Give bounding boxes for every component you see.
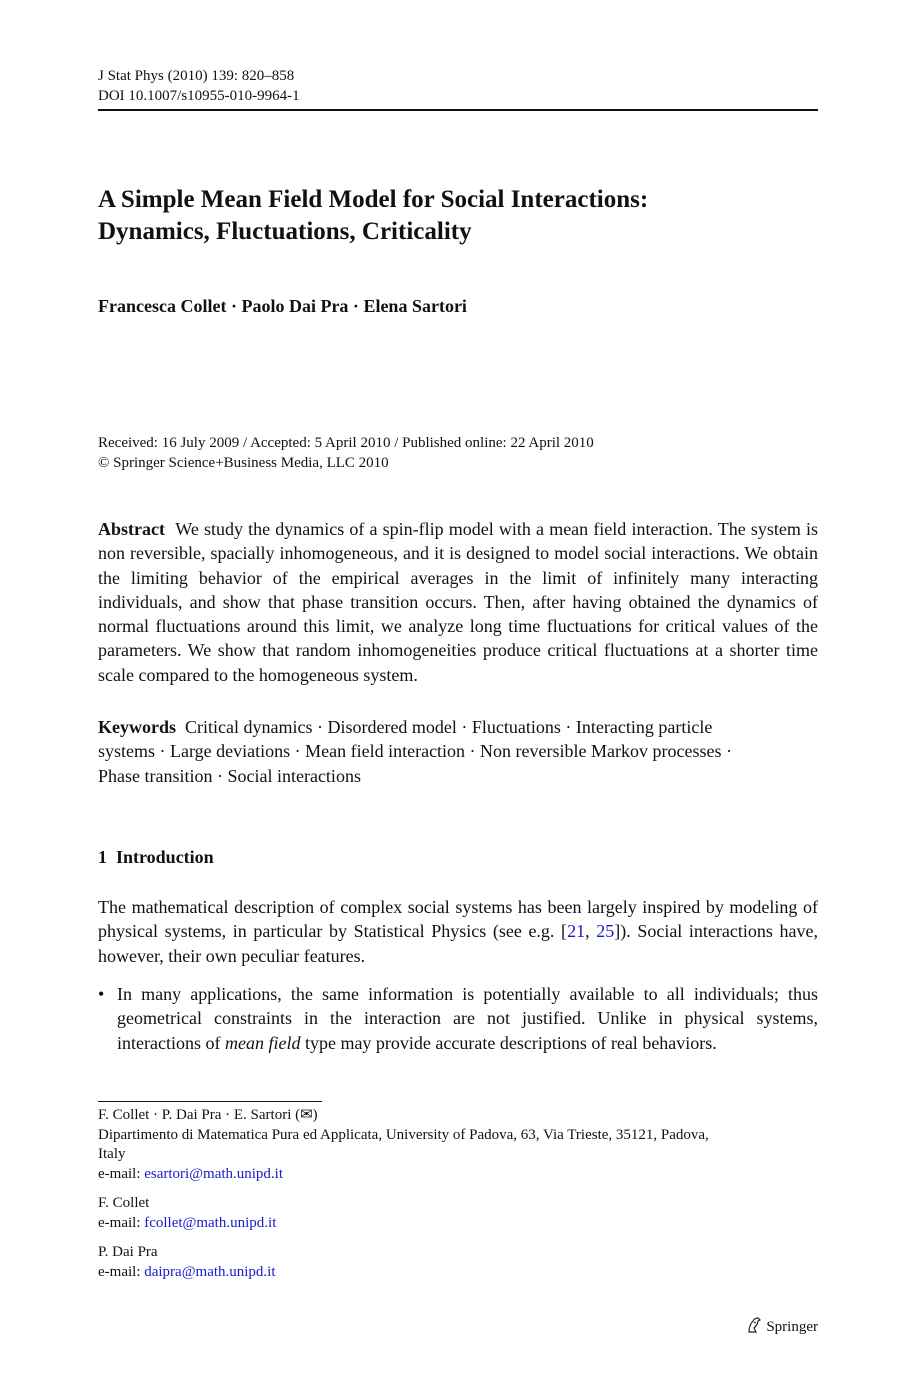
springer-horse-icon [745,1316,763,1334]
affiliation-collet [98,1194,818,1233]
email-label: e-mail: [98,1263,145,1280]
journal-header [98,66,818,106]
keywords [98,715,818,788]
keywords-line-1: Critical dynamics · Disordered model · Fluctuations · Interacting particle [185,717,713,737]
email-link-daipra[interactable]: daipra@math.unipd.it [144,1263,276,1280]
doi: DOI 10.1007/s10955-010-9964-1 [98,88,300,104]
title-line-2: Dynamics, Fluctuations, Criticality [98,218,472,245]
intro-paragraph [98,895,818,968]
email-link-collet[interactable]: fcollet@math.unipd.it [144,1214,277,1231]
section-number: 1 [98,847,107,867]
journal-citation: J Stat Phys (2010) 139: 820–858 [98,68,295,84]
department: Dipartimento di Matematica Pura ed Applicata, University of Padova, 63, Via Trieste, 35121, Padova, [98,1126,709,1143]
keywords-line-2: systems · Large deviations · Mean field interaction · Non reversible Markov processes · [98,741,732,762]
bullet-text-1: In many applications, the same information is potentially available to all individuals; thus geometrical constraints in the interaction are not justified. Unlike in physical systems, interactions of [117,984,818,1053]
bullet-text [117,982,818,1055]
history-line: Received: 16 July 2009 / Accepted: 5 April 2010 / Published online: 22 April 2010 [98,435,594,451]
affiliation-block [98,1106,818,1184]
corresponding-authors: F. Collet · P. Dai Pra · E. Sartori (✉) [98,1107,318,1123]
title-line-1: A Simple Mean Field Model for Social Interactions: [98,186,649,213]
email-label: e-mail: [98,1165,145,1182]
publication-dates [98,434,818,473]
abstract [98,517,818,687]
header-rule [98,109,818,111]
publisher-name: Springer [766,1319,818,1335]
email-label: e-mail: [98,1214,145,1231]
affiliation-daipra [98,1243,818,1282]
section-heading [98,845,818,869]
paper-title [98,184,818,248]
bullet-emphasis: mean field [224,1032,301,1053]
intro-text-2: ]). Social interactions have, however, their own peculiar features. [98,921,819,966]
copyright-line: © Springer Science+Business Media, LLC 2010 [98,454,389,471]
email-link-sartori[interactable]: esartori@math.unipd.it [144,1165,284,1182]
section-title: Introduction [116,847,214,867]
author-name: F. Collet [98,1195,150,1211]
bullet-text-2: type may provide accurate descriptions of real behaviors. [300,1032,717,1053]
country: Italy [98,1146,126,1162]
author-name: P. Dai Pra [98,1244,158,1260]
author-list: Francesca Collet · Paolo Dai Pra · Elena Sartori [98,296,467,316]
citation-link[interactable]: 21 [567,921,586,942]
publisher-logo [738,1316,818,1337]
abstract-text: We study the dynamics of a spin-flip model with a mean field interaction. The system is non reversible, spacially inhomogeneous, and it is designed to model social interactions. We obtain the limiting behavior of the empirical averages in the limit of infinitely many interacting individuals, and show that phase transition occurs. Then, after having obtained the dynamics of normal fluctuations around this limit, we analyze long time fluctuations for critical values of the parameters. We show that random inhomogeneities produce critical fluctuations at a shorter time scale compared to the homogeneous system. [98,519,819,685]
bullet-mark: • [98,984,105,1004]
keywords-line-3: Phase transition · Social interactions [98,765,361,786]
footnote-rule [98,1101,322,1102]
citation-link[interactable]: 25 [596,921,615,942]
intro-text-1: The mathematical description of complex social systems has been largely inspired by modeling of physical systems, in particular by Statistical Physics (see e.g. [ [98,897,818,942]
abstract-label: Abstract [98,519,165,539]
citation-separator: , [585,921,597,942]
bullet-item [98,982,818,1055]
keywords-label: Keywords [98,717,176,737]
